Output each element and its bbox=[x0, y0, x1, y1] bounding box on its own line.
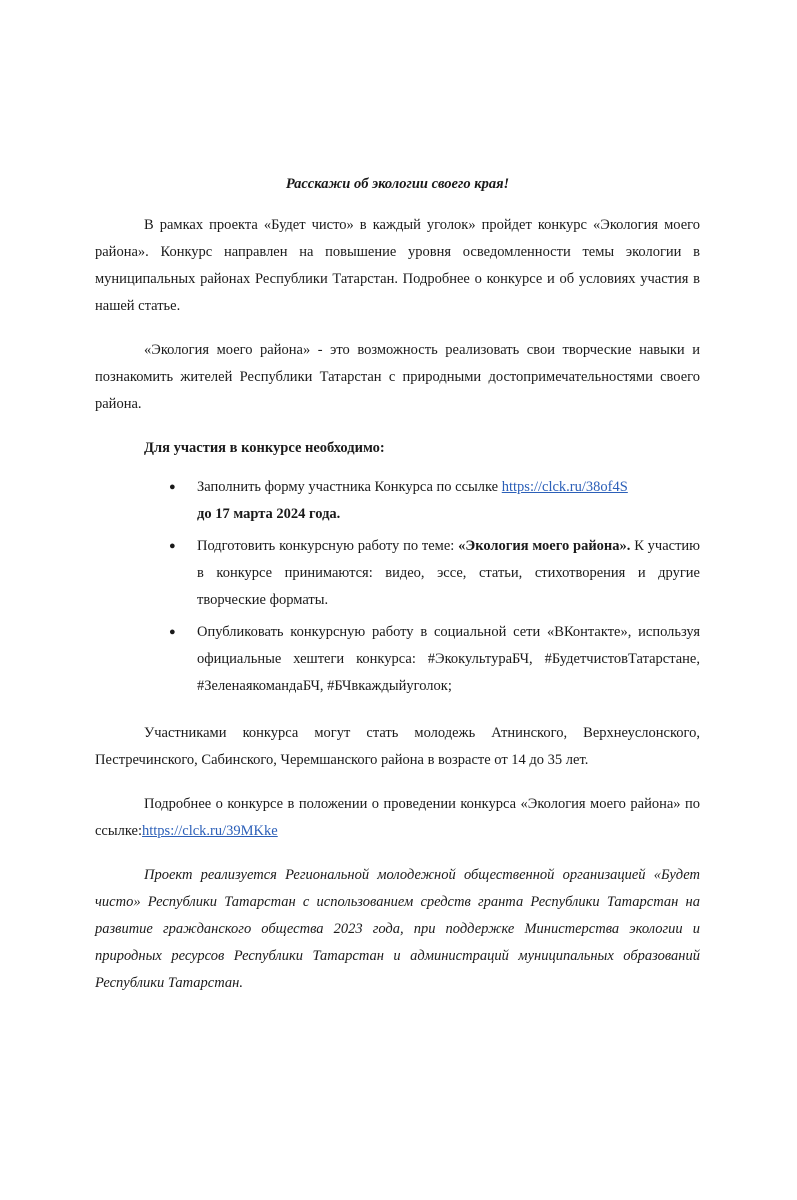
participants-paragraph: Участниками конкурса могут стать молодежь Атнинского, Верхнеуслонского, Пестречинского, Сабинского, Черемшанского района в возрасте от 14 до 35 лет. bbox=[95, 725, 700, 768]
regulation-paragraph bbox=[95, 791, 700, 845]
list-item bbox=[95, 533, 700, 614]
regulation-link[interactable]: https://clck.ru/39MKke bbox=[142, 823, 278, 839]
list-item bbox=[95, 619, 700, 700]
contest-topic: «Экология моего района». bbox=[458, 538, 631, 554]
requirement-3-text: Опубликовать конкурсную работу в социальной сети «ВКонтакте», используя официальные хештеги конкурса: #ЭкокультураБЧ, #БудетчистовТатарстане, #ЗеленаякомандаБЧ, #БЧвкаждыйуголок; bbox=[197, 624, 700, 694]
funding-note bbox=[95, 862, 700, 997]
list-item bbox=[95, 474, 700, 528]
document-page bbox=[95, 171, 700, 997]
opportunity-paragraph: «Экология моего района» - это возможность реализовать свои творческие навыки и познакомить жителей Республики Татарстан с природными достопримечательностями своего района. bbox=[95, 342, 700, 412]
requirement-1-text: Заполнить форму участника Конкурса по ссылке bbox=[197, 479, 502, 495]
requirement-2-rest: К участию в конкурсе принимаются: видео, эссе, статьи, стихотворения и другие творческие форматы. bbox=[197, 538, 701, 608]
intro-paragraph: В рамках проекта «Будет чисто» в каждый уголок» пройдет конкурс «Экология моего района». Конкурс направлен на повышение уровня осведомленности темы экологии в муниципальных районах Республики Татарстан. Подробнее о конкурсе и об условиях участия в нашей статье. bbox=[95, 217, 700, 314]
deadline-text: до 17 марта 2024 года. bbox=[197, 506, 341, 522]
requirement-2-text: Подготовить конкурсную работу по теме: bbox=[197, 538, 459, 554]
funding-note-text: Проект реализуется Региональной молодежной общественной организацией «Будет чисто» Республики Татарстан с использованием средств гранта Республики Татарстан на развитие гражданского общества 2023 года, при поддержке Министерства экологии и природных ресурсов Республики Татарстан и администраций муниципальных образований Республики Татарстан. bbox=[95, 867, 700, 991]
requirements-list bbox=[95, 474, 700, 700]
regulation-text: Подробнее о конкурсе в положении о проведении конкурса «Экология моего района» по ссылке: bbox=[95, 796, 700, 839]
requirements-heading: Для участия в конкурсе необходимо: bbox=[144, 440, 385, 456]
registration-form-link[interactable]: https://clck.ru/38of4S bbox=[501, 479, 628, 495]
page-title: Расскажи об экологии своего края! bbox=[285, 176, 510, 192]
